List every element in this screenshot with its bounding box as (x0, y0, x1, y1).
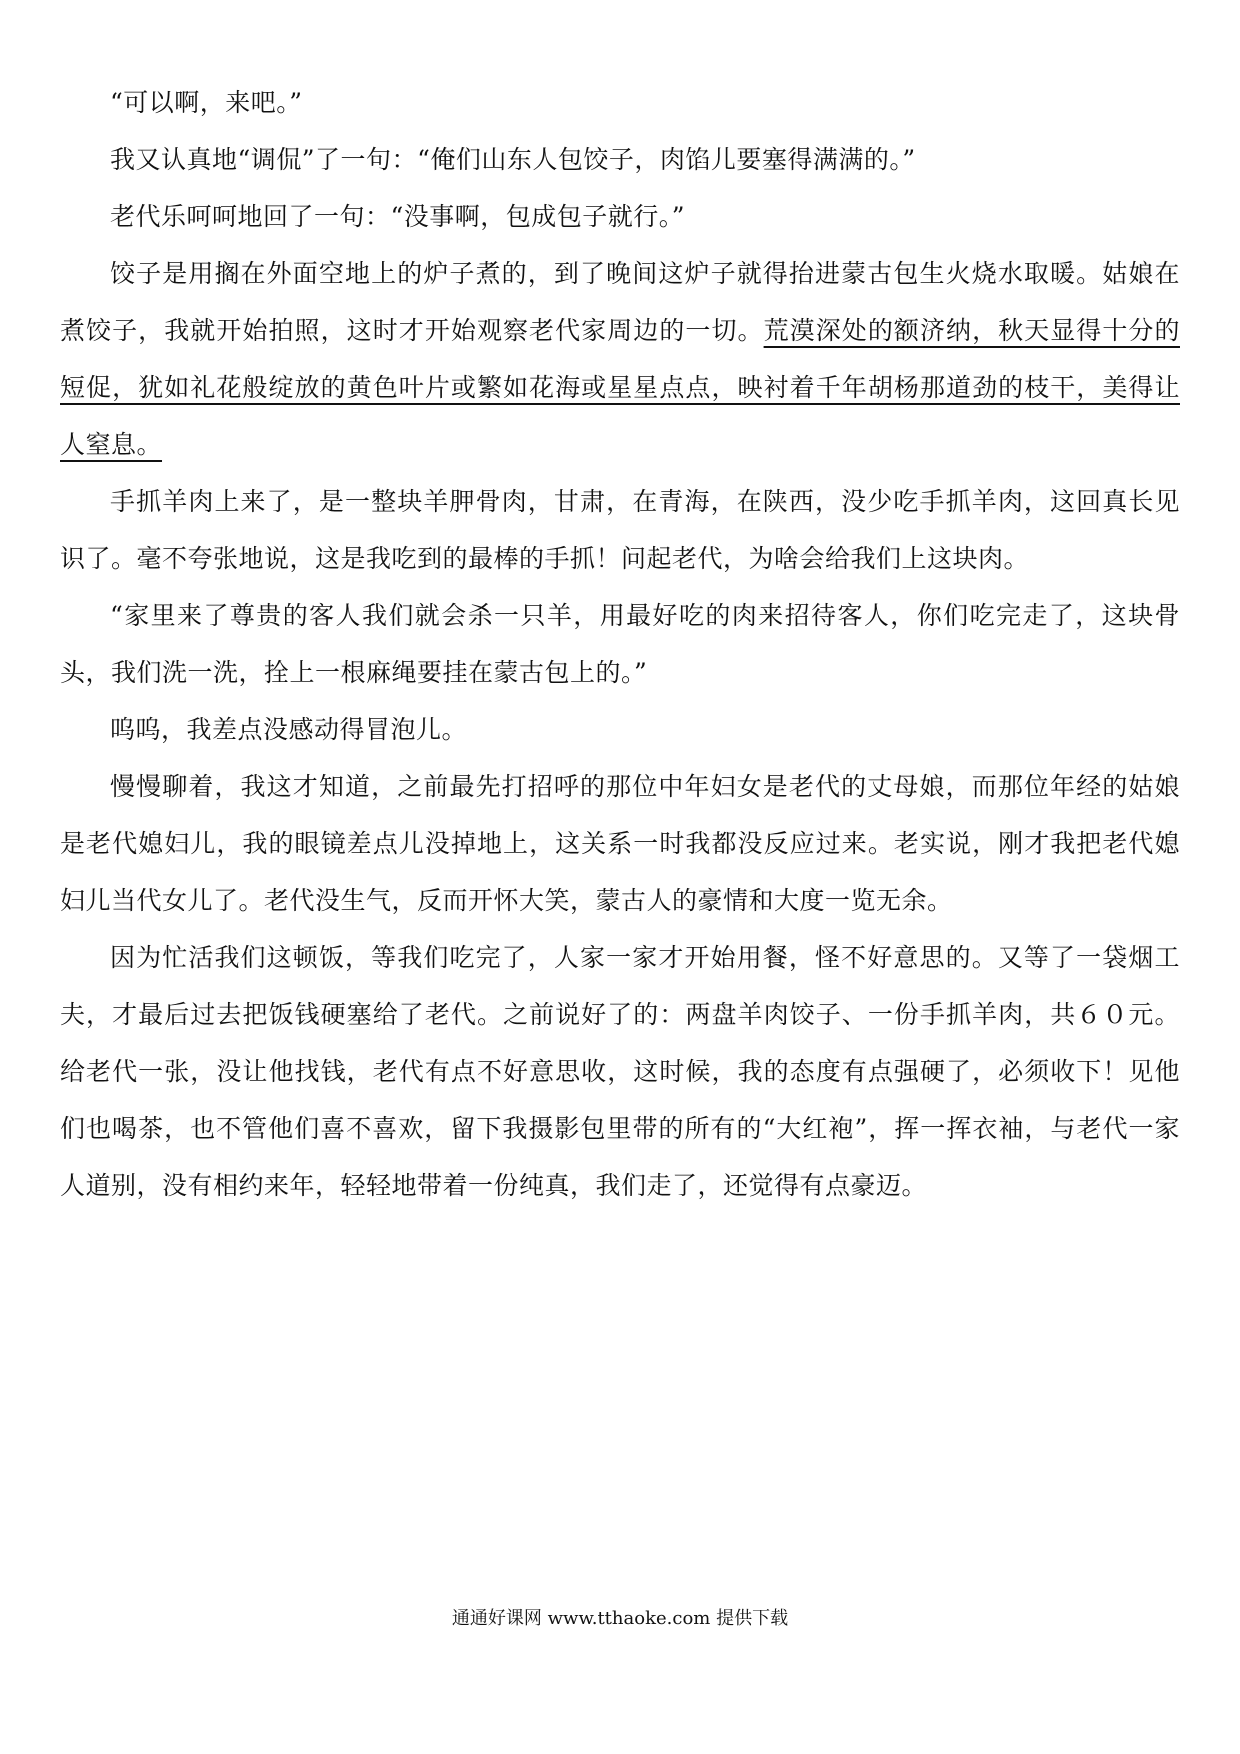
paragraph: 呜呜，我差点没感动得冒泡儿。 (110, 715, 468, 744)
page-footer: 通通好课网 www.tthaoke.com 提供下载 (451, 1608, 789, 1629)
paragraph: “可以啊，来吧。” (110, 88, 303, 117)
paragraph: 因为忙活我们这顿饭，等我们吃完了，人家一家才开始用餐，怪不好意思的。又等了一袋烟工夫，才最后过去把饭钱硬塞给了老代。之前说好了的：两盘羊肉饺子、一份手抓羊肉，共６０元。给老代一张，没让他找钱，老代有点不好意思收，这时候，我的态度有点强硬了，必须收下！见他们也喝茶，也不管他们喜不喜欢，留下我摄影包里带的所有的“大红袍”，挥一挥衣袖，与老代一家人道别，没有相约来年，轻轻地带着一份纯真，我们走了，还觉得有点豪迈。 (60, 943, 1180, 1200)
paragraph: “家里来了尊贵的客人我们就会杀一只羊，用最好吃的肉来招待客人，你们吃完走了，这块骨头，我们洗一洗，拴上一根麻绳要挂在蒙古包上的。” (60, 601, 1180, 687)
paragraph: 手抓羊肉上来了，是一整块羊胛骨肉，甘肃，在青海，在陕西，没少吃手抓羊肉，这回真长见识了。毫不夸张地说，这是我吃到的最棒的手抓！问起老代，为啥会给我们上这块肉。 (60, 487, 1180, 573)
paragraph (60, 245, 1180, 473)
paragraph: 老代乐呵呵地回了一句：“没事啊，包成包子就行。” (110, 202, 686, 231)
paragraph: 慢慢聊着，我这才知道，之前最先打招呼的那位中年妇女是老代的丈母娘，而那位年经的姑娘是老代媳妇儿，我的眼镜差点儿没掉地上，这关系一时我都没反应过来。老实说，刚才我把老代媳妇儿当代女儿了。老代没生气，反而开怀大笑，蒙古人的豪情和大度一览无余。 (60, 772, 1180, 915)
underlined-passage: 荒漠深处的额济纳，秋天显得十分的短促，犹如礼花般绽放的黄色叶片或繁如花海或星星点点，映衬着千年胡杨那道劲的枝干，美得让人窒息。 (60, 316, 1180, 459)
paragraph: 我又认真地“调侃”了一句：“俺们山东人包饺子，肉馅儿要塞得满满的。” (110, 145, 916, 174)
article-body (60, 74, 1180, 1214)
paragraph-text: 饺子是用搁在外面空地上的炉子煮的，到了晚间这炉子就得抬进蒙古包生火烧水取暖。姑娘在煮饺子，我就开始拍照，这时才开始观察老代家周边的一切。 (60, 259, 1180, 345)
